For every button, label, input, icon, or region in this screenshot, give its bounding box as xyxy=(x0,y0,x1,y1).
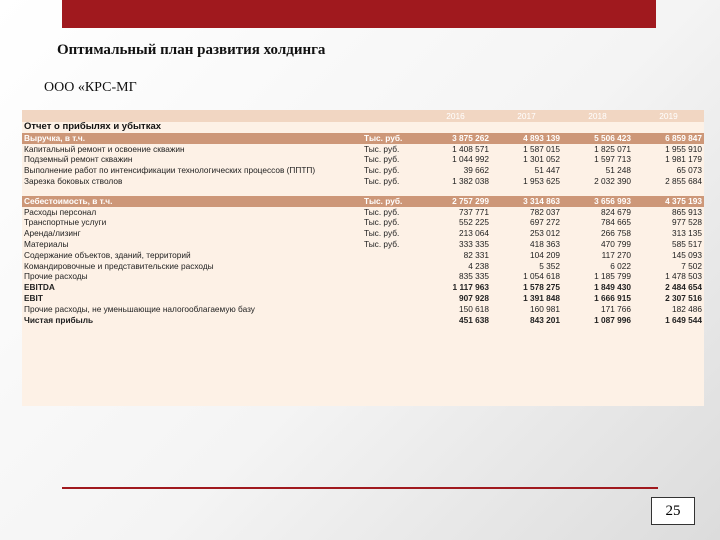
row-value: 1 649 544 xyxy=(665,314,702,325)
row-label: Прочие расходы xyxy=(24,271,88,282)
section-title: Отчет о прибылях и убытках xyxy=(24,122,162,132)
row-value: 1 849 430 xyxy=(594,282,631,293)
section-title-row xyxy=(22,122,704,133)
row-label: Выручка, в т.ч. xyxy=(22,133,362,144)
row-value: 182 486 xyxy=(672,303,702,314)
row-value: 160 981 xyxy=(530,303,560,314)
row-value: 39 662 xyxy=(463,165,489,176)
table-row xyxy=(22,282,704,293)
row-value: 824 679 xyxy=(601,206,631,217)
row-value: 313 135 xyxy=(672,228,702,239)
row-value: 7 502 xyxy=(681,260,702,271)
row-label: Чистая прибыль xyxy=(24,314,94,325)
row-value: 1 044 992 xyxy=(452,154,489,165)
row-value: 977 528 xyxy=(672,217,702,228)
row-value: 697 272 xyxy=(530,217,560,228)
row-value: 266 758 xyxy=(601,228,631,239)
top-accent-bar xyxy=(62,0,656,28)
row-value: 1 666 915 xyxy=(594,292,631,303)
row-value: 737 771 xyxy=(459,206,489,217)
row-value: 3 314 863 xyxy=(491,196,562,207)
row-unit xyxy=(362,304,420,315)
row-value: 333 335 xyxy=(459,238,489,249)
row-value: 117 270 xyxy=(601,249,631,260)
row-value: 585 517 xyxy=(672,238,702,249)
row-label: Материалы xyxy=(24,238,69,249)
row-value: 1 825 071 xyxy=(594,143,631,154)
year-header: 2016 xyxy=(420,110,491,122)
table-row xyxy=(22,261,704,272)
slide-title: Оптимальный план развития холдинга xyxy=(57,42,326,58)
row-value: 451 638 xyxy=(459,314,489,325)
table-row xyxy=(22,271,704,282)
row-value: 784 665 xyxy=(601,217,631,228)
row-value: 65 073 xyxy=(676,165,702,176)
row-unit: Тыс. руб. xyxy=(364,165,400,176)
slide-subtitle: ООО «КРС-МГ xyxy=(44,80,137,95)
row-value: 1 382 038 xyxy=(452,175,489,186)
row-label: Выполнение работ по интенсификации технологических процессов (ППТП) xyxy=(24,165,316,176)
row-label: Подземный ремонт скважин xyxy=(24,154,133,165)
row-value: 1 981 179 xyxy=(665,154,702,165)
row-label: Себестоимость, в т.ч. xyxy=(22,196,362,207)
row-unit xyxy=(362,293,420,304)
row-unit: Тыс. руб. xyxy=(364,217,400,228)
row-value: 1 953 625 xyxy=(523,175,560,186)
table-row xyxy=(22,239,704,250)
year-header: 2017 xyxy=(491,110,562,122)
row-value: 907 928 xyxy=(459,292,489,303)
year-header: 2018 xyxy=(562,110,633,122)
row-value: 1 478 503 xyxy=(665,271,702,282)
row-unit: Тыс. руб. xyxy=(364,143,400,154)
table-row xyxy=(22,217,704,228)
row-value: 1 578 275 xyxy=(523,282,560,293)
row-unit xyxy=(362,315,420,326)
row-value: 4 893 139 xyxy=(491,133,562,144)
row-value: 2 855 684 xyxy=(665,175,702,186)
row-value: 835 335 xyxy=(459,271,489,282)
page-number: 25 xyxy=(651,497,695,525)
financial-table-image xyxy=(22,110,704,406)
row-value: 782 037 xyxy=(530,206,560,217)
row-value: 1 117 963 xyxy=(452,282,489,293)
row-unit: Тыс. руб. xyxy=(362,133,420,144)
row-value: 5 352 xyxy=(539,260,560,271)
table-row xyxy=(22,228,704,239)
row-value: 2 757 299 xyxy=(420,196,491,207)
row-value: 865 913 xyxy=(672,206,702,217)
row-label: Содержание объектов, зданий, территорий xyxy=(24,249,191,260)
row-value: 552 225 xyxy=(459,217,489,228)
row-value: 5 506 423 xyxy=(562,133,633,144)
row-value: 51 248 xyxy=(605,165,631,176)
table-row xyxy=(22,315,704,326)
row-unit: Тыс. руб. xyxy=(364,238,400,249)
row-value: 470 799 xyxy=(601,238,631,249)
table-row xyxy=(22,133,704,144)
row-label: Прочие расходы, не уменьшающие налогооблагаемую базу xyxy=(24,303,255,314)
row-value: 2 484 654 xyxy=(665,282,702,293)
row-gap xyxy=(22,187,704,196)
year-header-row xyxy=(22,110,704,122)
row-value: 1 301 052 xyxy=(523,154,560,165)
row-label: Зарезка боковых стволов xyxy=(24,175,123,186)
row-value: 145 093 xyxy=(672,249,702,260)
table-row xyxy=(22,304,704,315)
row-value: 213 064 xyxy=(459,228,489,239)
table-row xyxy=(22,176,704,187)
row-value: 4 238 xyxy=(468,260,489,271)
row-label: EBIT xyxy=(24,292,43,303)
table-row xyxy=(22,293,704,304)
table-row xyxy=(22,250,704,261)
table-row xyxy=(22,207,704,218)
row-unit: Тыс. руб. xyxy=(364,175,400,186)
row-value: 1 391 848 xyxy=(523,292,560,303)
row-value: 1 408 571 xyxy=(452,143,489,154)
row-label: Командировочные и представительские расходы xyxy=(24,260,214,271)
bottom-divider xyxy=(62,487,658,489)
year-header: 2019 xyxy=(633,110,704,122)
row-label: Капитальный ремонт и освоение скважин xyxy=(24,143,185,154)
profit-loss-table xyxy=(22,110,704,325)
row-value: 1 054 618 xyxy=(523,271,560,282)
table-row xyxy=(22,144,704,155)
row-label: Расходы персонал xyxy=(24,206,97,217)
row-unit: Тыс. руб. xyxy=(364,228,400,239)
row-value: 150 618 xyxy=(459,303,489,314)
table-row xyxy=(22,196,704,207)
row-value: 2 307 516 xyxy=(665,292,702,303)
row-unit: Тыс. руб. xyxy=(362,196,420,207)
row-unit xyxy=(362,250,420,261)
row-value: 4 375 193 xyxy=(633,196,704,207)
row-value: 843 201 xyxy=(530,314,560,325)
row-unit xyxy=(362,261,420,272)
row-label: EBITDA xyxy=(24,282,55,293)
row-value: 3 875 262 xyxy=(420,133,491,144)
row-label: Транспортные услуги xyxy=(24,217,107,228)
row-value: 253 012 xyxy=(530,228,560,239)
row-value: 51 447 xyxy=(534,165,560,176)
row-value: 3 656 993 xyxy=(562,196,633,207)
row-unit: Тыс. руб. xyxy=(364,206,400,217)
row-label: Аренда/лизинг xyxy=(24,228,81,239)
table-row xyxy=(22,154,704,165)
row-value: 2 032 390 xyxy=(594,175,631,186)
row-value: 1 587 015 xyxy=(523,143,560,154)
row-value: 6 859 847 xyxy=(633,133,704,144)
row-value: 1 955 910 xyxy=(665,143,702,154)
row-unit: Тыс. руб. xyxy=(364,154,400,165)
row-value: 6 022 xyxy=(610,260,631,271)
row-unit xyxy=(362,271,420,282)
table-row xyxy=(22,165,704,176)
row-value: 418 363 xyxy=(530,238,560,249)
row-value: 171 766 xyxy=(601,303,631,314)
row-value: 1 185 799 xyxy=(594,271,631,282)
row-value: 1 597 713 xyxy=(594,154,631,165)
row-value: 1 087 996 xyxy=(594,314,631,325)
row-value: 104 209 xyxy=(530,249,560,260)
row-unit xyxy=(362,282,420,293)
row-value: 82 331 xyxy=(463,249,489,260)
